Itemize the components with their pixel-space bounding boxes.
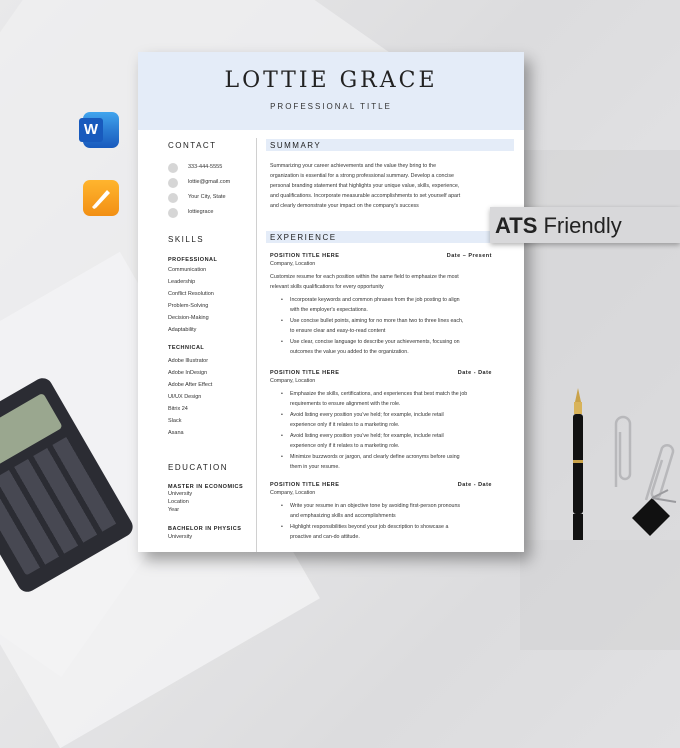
job-title: POSITION TITLE HERE — [270, 482, 340, 488]
job-bullet: • Use concise bullet points, aiming for no more than two to three lines each, to ensure clear and easy-to-read content — [290, 316, 496, 336]
skill-item: Adobe InDesign — [168, 370, 208, 376]
ats-friendly-banner — [490, 207, 680, 243]
job-company: Company, Location — [270, 490, 316, 496]
experience-heading-bar — [266, 231, 514, 243]
education-location: Location — [168, 499, 189, 505]
skills-heading: SKILLS — [168, 235, 205, 244]
education-degree: MASTER IN ECONOMICS — [168, 484, 244, 490]
job-title: POSITION TITLE HERE — [270, 253, 340, 259]
resume-sheet: LOTTIE GRACE PROFESSIONAL TITLE CONTACT 333-444-5555 lottie@gmail.com Your City, State lottiegrace SKILLS PROFESSIONAL Communication Leadership Conflict Resolution Problem-Solving Decision-Making Adaptability TECHNICAL Adobe Illustrator Adobe InDesign Adobe After Effect UI/UX Design Bitrix 24 Slack Asana EDUCATION MASTER IN ECONOMICS University Location Year BACHELOR IN PHYSICS University SUMMARY Summarizing your career achievements and the value they bring to the organization is essential for a strong professional summary. Develop a concise personal branding statement that highlights your unique value, skills, experience, and qualifications. Incorporate measurable accomplishments to set yourself apart and clearly demonstrate your impact on the company's success EXPERIENCE POSITION TITLE HERE Date – Present Company, Location Customize resume for each position within the same field to emphasize the most relevant skills qualifications for every opportunity • Incorporate keywords and common phrases from the job posting to align with the employer's expectations. • Use concise bullet points, aiming for no more than two to three lines each, to ensure clear and easy-to-read content • Use clear, concise language to describe your achievements, focusing on outcomes the value you added to the organization. POSITION TITLE HERE Date - Date Company, Location • Emphasize the skills, certifications, and experiences that best match the job requirements to ensure alignment with the role. • Avoid listing every position you've held; for example, include retail experience only if it relates to a marketing role. • Avoid listing every position you've held; for example, include retail experience only if it relates to a marketing role. • Minimize buzzwords or jargon, and clearly define acronyms before using them in your resume. POSITION TITLE HERE Date - Date Company, Location • Write your resume in an objective tone by avoiding first-person pronouns and emphasizing skills and accomplishments • Highlight responsibilities beyond your job description to showcase a proactive and can-do attitude. — [138, 52, 524, 552]
binder-clip-image — [622, 488, 680, 540]
resume-title: PROFESSIONAL TITLE — [270, 102, 392, 111]
job-bullet: • Avoid listing every position you've held; for example, include retail experience only if it relates to a marketing role. — [290, 431, 496, 451]
education-year: Year — [168, 507, 180, 513]
job-date: Date – Present — [446, 253, 492, 259]
skill-item: Decision-Making — [168, 315, 209, 321]
fountain-pen-image — [568, 388, 588, 540]
column-divider — [256, 138, 257, 552]
skill-item: Asana — [168, 430, 184, 436]
job-bullet: • Avoid listing every position you've held; for example, include retail experience only if it relates to a marketing role. — [290, 410, 496, 430]
skill-item: Communication — [168, 267, 207, 273]
skill-item: Adobe Illustrator — [168, 358, 209, 364]
pages-icon — [83, 180, 119, 216]
ats-friendly-label: ATS Friendly — [495, 213, 622, 238]
paperclip-image — [608, 412, 638, 492]
job-company: Company, Location — [270, 261, 316, 267]
summary-text: Summarizing your career achievements and the value they bring to the organization is essential for a strong professional summary. Develop a concise personal branding statement that highlights your unique value, skills, experience, and qualifications. Incorporate measurable accomplishments to set yourself apart and clearly demonstrate your impact on the company's success — [270, 163, 461, 209]
job-bullet: • Use clear, concise language to describe your achievements, focusing on outcomes the value you added to the organization. — [290, 337, 496, 357]
job-intro: Customize resume for each position within the same field to emphasize the most relevant skills qualifications for every opportunity — [270, 274, 459, 290]
skill-item: Leadership — [168, 279, 196, 285]
job-bullet: • Emphasize the skills, certifications, and experiences that best match the job requirements to ensure alignment with the role. — [290, 389, 496, 409]
job-title: POSITION TITLE HERE — [270, 370, 340, 376]
job-bullet: • Incorporate keywords and common phrases from the job posting to align with the employer's expectations. — [290, 295, 496, 315]
experience-heading: EXPERIENCE — [270, 233, 337, 242]
linkedin-icon — [168, 208, 178, 218]
education-school: University — [168, 491, 193, 497]
job-bullet: • Minimize buzzwords or jargon, and clearly define acronyms before using them in your resume. — [290, 452, 496, 472]
summary-heading: SUMMARY — [270, 141, 322, 150]
skills-technical-heading: TECHNICAL — [168, 345, 205, 351]
skill-item: Adobe After Effect — [168, 382, 213, 388]
skills-professional-heading: PROFESSIONAL — [168, 257, 218, 263]
location-icon — [168, 193, 178, 203]
skill-item: Adaptability — [168, 327, 197, 333]
education-heading: EDUCATION — [168, 463, 229, 472]
skill-item: UI/UX Design — [168, 394, 202, 400]
phone-icon — [168, 163, 178, 173]
skill-item: Slack — [168, 418, 182, 424]
contact-heading: CONTACT — [168, 141, 217, 150]
word-icon: W — [83, 112, 119, 148]
job-bullet: • Write your resume in an objective tone by avoiding first-person pronouns and emphasizing skills and accomplishments — [290, 501, 496, 521]
resume-name: LOTTIE GRACE — [224, 68, 438, 93]
job-company: Company, Location — [270, 378, 316, 384]
education-school: University — [168, 534, 193, 540]
email-icon — [168, 178, 178, 188]
job-date: Date - Date — [457, 370, 492, 376]
job-date: Date - Date — [457, 482, 492, 488]
skill-item: Problem-Solving — [168, 303, 209, 309]
job-bullet: • Highlight responsibilities beyond your job description to showcase a proactive and can-do attitude. — [290, 522, 496, 542]
skill-item: Conflict Resolution — [168, 291, 214, 297]
skill-item: Bitrix 24 — [168, 406, 188, 412]
summary-heading-bar — [266, 139, 514, 151]
education-degree: BACHELOR IN PHYSICS — [168, 526, 242, 532]
